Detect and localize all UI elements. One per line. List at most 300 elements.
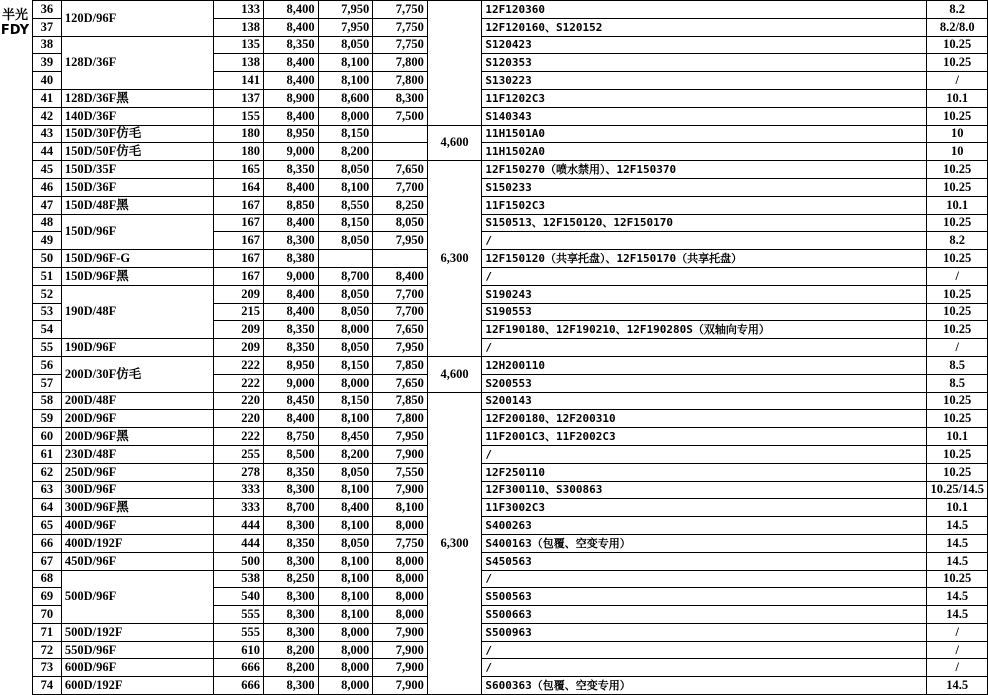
price-cell: 8,050: [318, 232, 373, 250]
spec-cell: 150D/50F仿毛: [61, 143, 214, 161]
row-number-cell: 65: [33, 517, 62, 535]
table-row: [33, 89, 988, 107]
spec-cell: 150D/96F-G: [61, 250, 214, 268]
price-cell: 7,550: [373, 463, 428, 481]
product-code-cell: S120423: [482, 36, 927, 54]
price-cell: [373, 143, 428, 161]
row-number-cell: 62: [33, 463, 62, 481]
price-cell: 8,400: [263, 303, 318, 321]
value-cell: 666: [214, 659, 264, 677]
category-label: [0, 8, 30, 38]
price-cell: 8,350: [263, 339, 318, 357]
price-cell: 8,150: [318, 125, 373, 143]
fee-cell: 4,600: [427, 125, 482, 161]
value-cell: 444: [214, 534, 264, 552]
price-cell: [373, 250, 428, 268]
product-code-cell: S120353: [482, 54, 927, 72]
product-code-cell: S150233: [482, 178, 927, 196]
price-cell: 8,000: [373, 552, 428, 570]
row-number-cell: 53: [33, 303, 62, 321]
price-cell: 7,700: [373, 285, 428, 303]
fee-cell: 4,600: [427, 356, 482, 392]
table-row: [33, 107, 988, 125]
price-cell: 7,750: [373, 534, 428, 552]
price-cell: 8,100: [318, 588, 373, 606]
row-number-cell: 51: [33, 267, 62, 285]
price-cell: 8,300: [263, 677, 318, 695]
price-cell: 8,050: [318, 303, 373, 321]
table-row: [33, 214, 988, 232]
row-number-cell: 37: [33, 18, 62, 36]
price-cell: 8,900: [263, 89, 318, 107]
price-cell: 8,400: [263, 214, 318, 232]
value-cell: 666: [214, 677, 264, 695]
price-cell: 8,100: [318, 606, 373, 624]
value-cell: 610: [214, 641, 264, 659]
table-row: [33, 36, 988, 54]
table-row: [33, 659, 988, 677]
price-cell: 8,100: [318, 552, 373, 570]
spec-cell: 150D/30F仿毛: [61, 125, 214, 143]
ratio-cell: /: [927, 267, 988, 285]
price-cell: 8,300: [263, 623, 318, 641]
price-cell: 8,300: [373, 89, 428, 107]
product-code-cell: S400263: [482, 517, 927, 535]
ratio-cell: /: [927, 659, 988, 677]
row-number-cell: 49: [33, 232, 62, 250]
spec-cell: 600D/96F: [61, 659, 214, 677]
price-cell: 8,150: [318, 392, 373, 410]
value-cell: 500: [214, 552, 264, 570]
value-cell: 133: [214, 1, 264, 19]
table-row: [33, 445, 988, 463]
price-table: [32, 0, 988, 695]
price-cell: 8,000: [373, 588, 428, 606]
ratio-cell: 10.25: [927, 392, 988, 410]
product-code-cell: S200553: [482, 374, 927, 392]
product-code-cell: S500563: [482, 588, 927, 606]
spec-cell: 150D/96F黑: [61, 267, 214, 285]
price-cell: 8,000: [318, 321, 373, 339]
price-cell: 8,300: [263, 588, 318, 606]
value-cell: 167: [214, 267, 264, 285]
price-cell: 8,000: [318, 374, 373, 392]
price-cell: 8,100: [318, 72, 373, 90]
ratio-cell: 10.25: [927, 161, 988, 179]
price-cell: 8,100: [318, 517, 373, 535]
spec-cell: 150D/48F黑: [61, 196, 214, 214]
product-code-cell: /: [482, 570, 927, 588]
price-cell: 8,350: [263, 161, 318, 179]
ratio-cell: 8.2: [927, 1, 988, 19]
ratio-cell: 10.1: [927, 499, 988, 517]
table-row: [33, 552, 988, 570]
value-cell: 167: [214, 214, 264, 232]
price-cell: 7,900: [373, 659, 428, 677]
spec-cell: 200D/30F仿毛: [61, 356, 214, 392]
price-cell: 8,750: [263, 428, 318, 446]
price-cell: 8,950: [263, 356, 318, 374]
spec-cell: 230D/48F: [61, 445, 214, 463]
spec-cell: 150D/96F: [61, 214, 214, 250]
price-cell: 8,350: [263, 463, 318, 481]
value-cell: 222: [214, 374, 264, 392]
price-cell: 7,800: [373, 54, 428, 72]
table-row: [33, 623, 988, 641]
product-code-cell: /: [482, 445, 927, 463]
price-cell: 8,400: [263, 285, 318, 303]
price-cell: 7,800: [373, 410, 428, 428]
price-cell: 8,100: [318, 481, 373, 499]
ratio-cell: 10.25: [927, 36, 988, 54]
spec-cell: 450D/96F: [61, 552, 214, 570]
price-cell: 7,850: [373, 356, 428, 374]
price-cell: 8,100: [318, 570, 373, 588]
price-cell: 8,050: [318, 534, 373, 552]
ratio-cell: 10.25: [927, 445, 988, 463]
price-cell: 8,350: [263, 321, 318, 339]
row-number-cell: 55: [33, 339, 62, 357]
table-row: [33, 125, 988, 143]
spec-cell: 400D/192F: [61, 534, 214, 552]
spec-cell: 200D/96F黑: [61, 428, 214, 446]
price-cell: 8,300: [263, 481, 318, 499]
price-cell: 8,250: [263, 570, 318, 588]
product-code-cell: S190243: [482, 285, 927, 303]
price-cell: 8,300: [263, 606, 318, 624]
value-cell: 167: [214, 250, 264, 268]
value-cell: 141: [214, 72, 264, 90]
product-code-cell: 12F120160、S120152: [482, 18, 927, 36]
ratio-cell: /: [927, 339, 988, 357]
product-code-cell: S500963: [482, 623, 927, 641]
product-code-cell: /: [482, 232, 927, 250]
table-row: [33, 339, 988, 357]
spec-cell: 120D/96F: [61, 1, 214, 37]
product-code-cell: 11H1501A0: [482, 125, 927, 143]
fee-cell: 6,300: [427, 161, 482, 357]
price-cell: 8,100: [373, 499, 428, 517]
spec-cell: 128D/36F黑: [61, 89, 214, 107]
product-code-cell: 11F3002C3: [482, 499, 927, 517]
table-row: [33, 570, 988, 588]
value-cell: 209: [214, 339, 264, 357]
ratio-cell: 8.2: [927, 232, 988, 250]
product-code-cell: 12F150120（共享托盘）、12F150170（共享托盘）: [482, 250, 927, 268]
price-cell: 8,400: [263, 410, 318, 428]
price-cell: 7,900: [373, 623, 428, 641]
row-number-cell: 72: [33, 641, 62, 659]
row-number-cell: 45: [33, 161, 62, 179]
ratio-cell: 8.5: [927, 374, 988, 392]
row-number-cell: 48: [33, 214, 62, 232]
value-cell: 538: [214, 570, 264, 588]
row-number-cell: 71: [33, 623, 62, 641]
product-code-cell: S500663: [482, 606, 927, 624]
table-row: [33, 428, 988, 446]
row-number-cell: 41: [33, 89, 62, 107]
table-row: [33, 517, 988, 535]
spec-cell: 550D/96F: [61, 641, 214, 659]
price-cell: 8,050: [373, 214, 428, 232]
value-cell: 135: [214, 36, 264, 54]
value-cell: 222: [214, 428, 264, 446]
price-cell: 8,050: [318, 36, 373, 54]
table-row: [33, 285, 988, 303]
value-cell: 138: [214, 18, 264, 36]
value-cell: 444: [214, 517, 264, 535]
ratio-cell: 8.5: [927, 356, 988, 374]
spec-cell: 150D/36F: [61, 178, 214, 196]
price-cell: 7,800: [373, 72, 428, 90]
price-cell: 7,650: [373, 321, 428, 339]
row-number-cell: 52: [33, 285, 62, 303]
spec-cell: 128D/36F: [61, 36, 214, 89]
product-code-cell: S190553: [482, 303, 927, 321]
ratio-cell: 10.25: [927, 463, 988, 481]
row-number-cell: 60: [33, 428, 62, 446]
ratio-cell: 10: [927, 143, 988, 161]
ratio-cell: 10: [927, 125, 988, 143]
price-cell: [373, 125, 428, 143]
row-number-cell: 43: [33, 125, 62, 143]
value-cell: 209: [214, 285, 264, 303]
product-code-cell: /: [482, 339, 927, 357]
product-code-cell: /: [482, 267, 927, 285]
price-cell: 8,000: [373, 570, 428, 588]
row-number-cell: 69: [33, 588, 62, 606]
row-number-cell: 57: [33, 374, 62, 392]
price-cell: 8,300: [263, 517, 318, 535]
product-code-cell: S450563: [482, 552, 927, 570]
price-cell: [318, 250, 373, 268]
value-cell: 215: [214, 303, 264, 321]
value-cell: 155: [214, 107, 264, 125]
row-number-cell: 74: [33, 677, 62, 695]
table-row: [33, 677, 988, 695]
product-code-cell: 11F1202C3: [482, 89, 927, 107]
price-cell: 8,400: [263, 18, 318, 36]
price-cell: 7,750: [373, 1, 428, 19]
ratio-cell: 10.1: [927, 89, 988, 107]
table-row: [33, 250, 988, 268]
spec-cell: 300D/96F黑: [61, 499, 214, 517]
price-cell: 8,200: [263, 659, 318, 677]
price-cell: 8,000: [318, 659, 373, 677]
row-number-cell: 47: [33, 196, 62, 214]
value-cell: 555: [214, 606, 264, 624]
spec-cell: 500D/192F: [61, 623, 214, 641]
value-cell: 167: [214, 196, 264, 214]
spec-cell: 190D/48F: [61, 285, 214, 338]
spec-cell: 200D/48F: [61, 392, 214, 410]
price-cell: 8,550: [318, 196, 373, 214]
table-row: [33, 267, 988, 285]
value-cell: 333: [214, 481, 264, 499]
value-cell: 222: [214, 356, 264, 374]
price-cell: 8,050: [318, 463, 373, 481]
value-cell: 209: [214, 321, 264, 339]
price-cell: 8,200: [318, 445, 373, 463]
table-row: [33, 499, 988, 517]
product-code-cell: 12F250110: [482, 463, 927, 481]
price-cell: 8,000: [318, 623, 373, 641]
ratio-cell: 10.25: [927, 570, 988, 588]
table-row: [33, 410, 988, 428]
product-code-cell: 12F200180、12F200310: [482, 410, 927, 428]
price-cell: 8,250: [373, 196, 428, 214]
ratio-cell: 14.5: [927, 606, 988, 624]
fee-cell: [427, 1, 482, 126]
price-cell: 8,350: [263, 534, 318, 552]
product-code-cell: S200143: [482, 392, 927, 410]
spec-cell: 190D/96F: [61, 339, 214, 357]
price-cell: 8,100: [318, 178, 373, 196]
price-cell: 7,950: [373, 428, 428, 446]
price-cell: 8,850: [263, 196, 318, 214]
price-cell: 7,950: [373, 232, 428, 250]
value-cell: 220: [214, 410, 264, 428]
product-code-cell: 12F150270（喷水禁用）、12F150370: [482, 161, 927, 179]
price-cell: 8,200: [318, 143, 373, 161]
table-row: [33, 534, 988, 552]
row-number-cell: 59: [33, 410, 62, 428]
price-cell: 7,700: [373, 303, 428, 321]
spec-cell: 500D/96F: [61, 570, 214, 623]
product-code-cell: 11F1502C3: [482, 196, 927, 214]
row-number-cell: 68: [33, 570, 62, 588]
table-row: [33, 161, 988, 179]
price-cell: 9,000: [263, 143, 318, 161]
table-row: [33, 641, 988, 659]
table-row: [33, 143, 988, 161]
price-cell: 8,400: [263, 72, 318, 90]
product-code-cell: 12F190180、12F190210、12F190280S（双轴向专用）: [482, 321, 927, 339]
table-row: [33, 178, 988, 196]
price-cell: 8,400: [318, 499, 373, 517]
product-code-cell: S130223: [482, 72, 927, 90]
price-cell: 7,750: [373, 36, 428, 54]
value-cell: 333: [214, 499, 264, 517]
price-cell: 8,700: [318, 267, 373, 285]
price-cell: 8,000: [318, 107, 373, 125]
row-number-cell: 64: [33, 499, 62, 517]
price-cell: 8,400: [263, 107, 318, 125]
row-number-cell: 70: [33, 606, 62, 624]
value-cell: 167: [214, 232, 264, 250]
price-cell: 7,950: [318, 1, 373, 19]
price-cell: 8,700: [263, 499, 318, 517]
price-cell: 7,750: [373, 18, 428, 36]
ratio-cell: /: [927, 623, 988, 641]
price-cell: 7,500: [373, 107, 428, 125]
product-code-cell: 12F120360: [482, 1, 927, 19]
price-cell: 8,450: [318, 428, 373, 446]
product-code-cell: S400163（包覆、空变专用）: [482, 534, 927, 552]
row-number-cell: 67: [33, 552, 62, 570]
price-cell: 8,400: [263, 1, 318, 19]
price-cell: 8,000: [373, 606, 428, 624]
product-code-cell: S150513、12F150120、12F150170: [482, 214, 927, 232]
ratio-cell: 10.1: [927, 428, 988, 446]
price-cell: 8,050: [318, 161, 373, 179]
value-cell: 164: [214, 178, 264, 196]
price-cell: 7,650: [373, 161, 428, 179]
ratio-cell: 14.5: [927, 552, 988, 570]
product-code-cell: 12F300110、S300863: [482, 481, 927, 499]
price-cell: 7,700: [373, 178, 428, 196]
ratio-cell: 10.25: [927, 107, 988, 125]
ratio-cell: /: [927, 72, 988, 90]
price-cell: 8,400: [263, 54, 318, 72]
price-cell: 7,850: [373, 392, 428, 410]
row-number-cell: 63: [33, 481, 62, 499]
row-number-cell: 58: [33, 392, 62, 410]
spec-cell: 200D/96F: [61, 410, 214, 428]
spec-cell: 600D/192F: [61, 677, 214, 695]
product-code-cell: 11H1502A0: [482, 143, 927, 161]
price-cell: 8,500: [263, 445, 318, 463]
price-cell: 8,100: [318, 410, 373, 428]
ratio-cell: 10.25: [927, 250, 988, 268]
ratio-cell: 10.25: [927, 321, 988, 339]
ratio-cell: 10.25: [927, 303, 988, 321]
ratio-cell: 14.5: [927, 677, 988, 695]
ratio-cell: 8.2/8.0: [927, 18, 988, 36]
spec-cell: 400D/96F: [61, 517, 214, 535]
price-cell: 8,000: [318, 641, 373, 659]
ratio-cell: 10.1: [927, 196, 988, 214]
price-cell: 8,000: [373, 517, 428, 535]
spec-cell: 140D/36F: [61, 107, 214, 125]
fee-cell: 6,300: [427, 392, 482, 695]
table-row: [33, 356, 988, 374]
row-number-cell: 36: [33, 1, 62, 19]
price-table-body: [33, 1, 988, 695]
ratio-cell: 10.25: [927, 214, 988, 232]
value-cell: 278: [214, 463, 264, 481]
price-cell: 8,300: [263, 232, 318, 250]
row-number-cell: 42: [33, 107, 62, 125]
product-code-cell: /: [482, 641, 927, 659]
product-code-cell: 11F2001C3、11F2002C3: [482, 428, 927, 446]
price-cell: 8,050: [318, 339, 373, 357]
price-cell: 8,300: [263, 552, 318, 570]
price-cell: 9,000: [263, 374, 318, 392]
ratio-cell: 10.25: [927, 410, 988, 428]
price-cell: 8,200: [263, 641, 318, 659]
category-label-line2: FDY: [0, 23, 30, 38]
value-cell: 220: [214, 392, 264, 410]
value-cell: 555: [214, 623, 264, 641]
category-label-line1: 半光: [1, 8, 28, 23]
value-cell: 180: [214, 125, 264, 143]
value-cell: 180: [214, 143, 264, 161]
row-number-cell: 66: [33, 534, 62, 552]
price-cell: 8,950: [263, 125, 318, 143]
price-cell: 8,050: [318, 285, 373, 303]
ratio-cell: 14.5: [927, 588, 988, 606]
price-cell: 8,400: [263, 178, 318, 196]
value-cell: 255: [214, 445, 264, 463]
price-cell: 8,150: [318, 356, 373, 374]
product-code-cell: /: [482, 659, 927, 677]
row-number-cell: 44: [33, 143, 62, 161]
price-cell: 7,900: [373, 677, 428, 695]
row-number-cell: 40: [33, 72, 62, 90]
price-cell: 7,950: [373, 339, 428, 357]
table-row: [33, 392, 988, 410]
